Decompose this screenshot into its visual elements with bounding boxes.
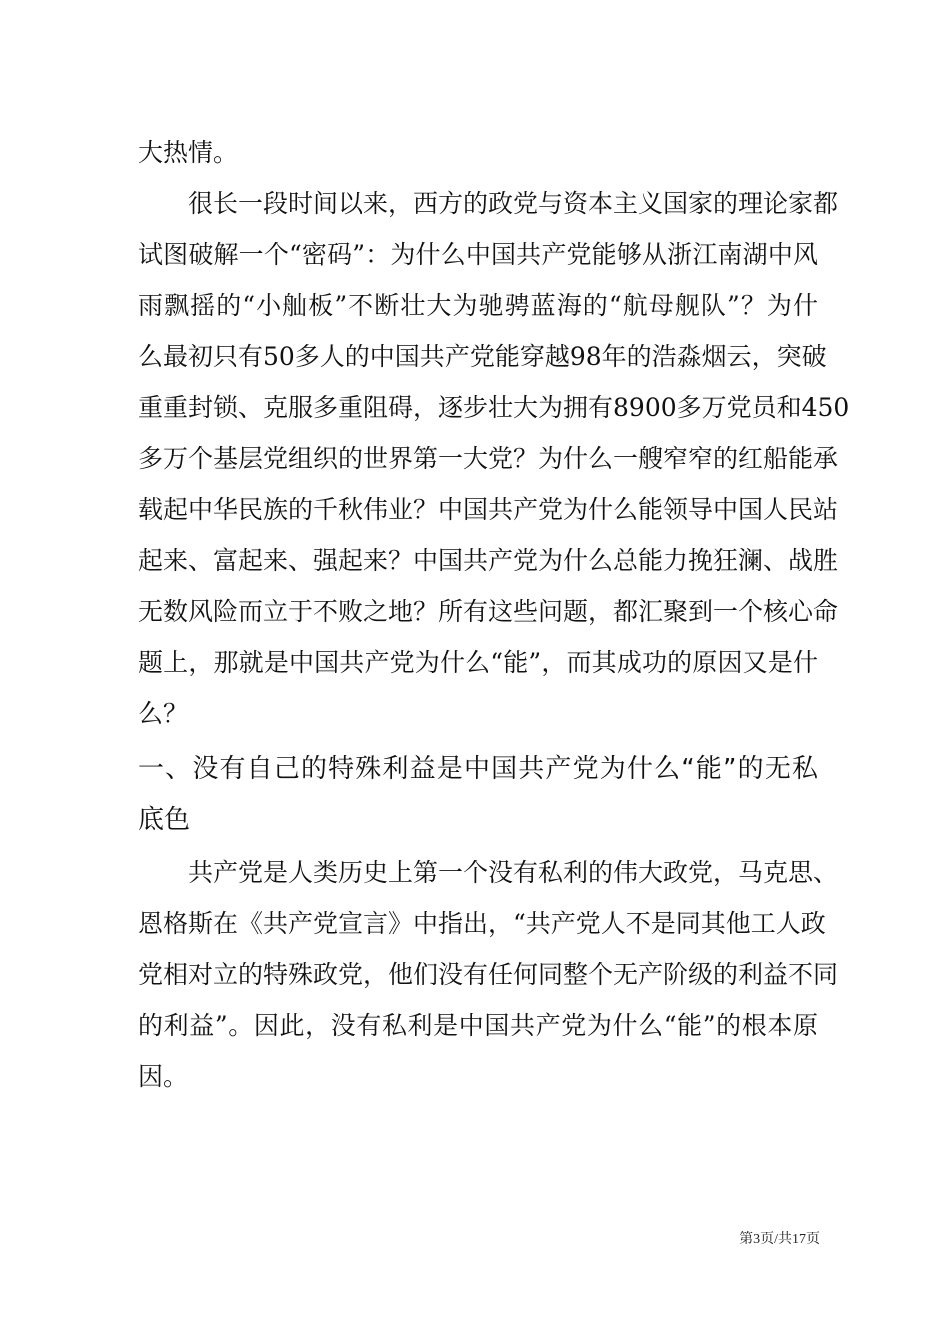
- paragraph-3-line-5: 因。: [138, 1062, 189, 1091]
- paragraph-2-line-7: 载起中华民族的千秋伟业？中国共产党为什么能领导中国人民站: [138, 495, 839, 524]
- paragraph-1-line-1: 大热情。: [138, 138, 239, 167]
- paragraph-2-line-6: 多万个基层党组织的世界第一大党？为什么一艘窄窄的红船能承: [138, 444, 839, 473]
- paragraph-2-line-2: 试图破解一个“密码”：为什么中国共产党能够从浙江南湖中风: [138, 240, 818, 269]
- paragraph-3-line-2: 恩格斯在《共产党宣言》中指出，“共产党人不是同其他工人政: [138, 909, 826, 938]
- page-number: 第3页/共17页: [739, 1232, 820, 1247]
- paragraph-2-line-1: 很长一段时间以来，西方的政党与资本主义国家的理论家都: [188, 189, 839, 218]
- paragraph-2-line-3: 雨飘摇的“小舢板”不断壮大为驰骋蓝海的“航母舰队”？为什: [138, 291, 818, 320]
- paragraph-3-line-4: 的利益”。因此，没有私利是中国共产党为什么“能”的根本原: [138, 1011, 818, 1040]
- paragraph-2-line-8: 起来、富起来、强起来？中国共产党为什么总能力挽狂澜、战胜: [138, 546, 839, 575]
- paragraph-3-line-1: 共产党是人类历史上第一个没有私利的伟大政党，马克思、: [188, 858, 839, 887]
- paragraph-2-line-9: 无数风险而立于不败之地？所有这些问题，都汇聚到一个核心命: [138, 597, 839, 626]
- paragraph-2-line-4: 么最初只有50多人的中国共产党能穿越98年的浩淼烟云，突破: [138, 342, 827, 371]
- paragraph-2-line-11: 么？: [138, 699, 189, 728]
- paragraph-3-line-3: 党相对立的特殊政党，他们没有任何同整个无产阶级的利益不同: [138, 960, 839, 989]
- section-heading-line-1: 一、没有自己的特殊利益是中国共产党为什么“能”的无私: [138, 754, 818, 784]
- paragraph-2-line-5: 重重封锁、克服多重阻碍，逐步壮大为拥有8900多万党员和450: [138, 393, 850, 422]
- section-heading-line-2: 底色: [138, 805, 191, 835]
- paragraph-2-line-10: 题上，那就是中国共产党为什么“能”，而其成功的原因又是什: [138, 648, 818, 677]
